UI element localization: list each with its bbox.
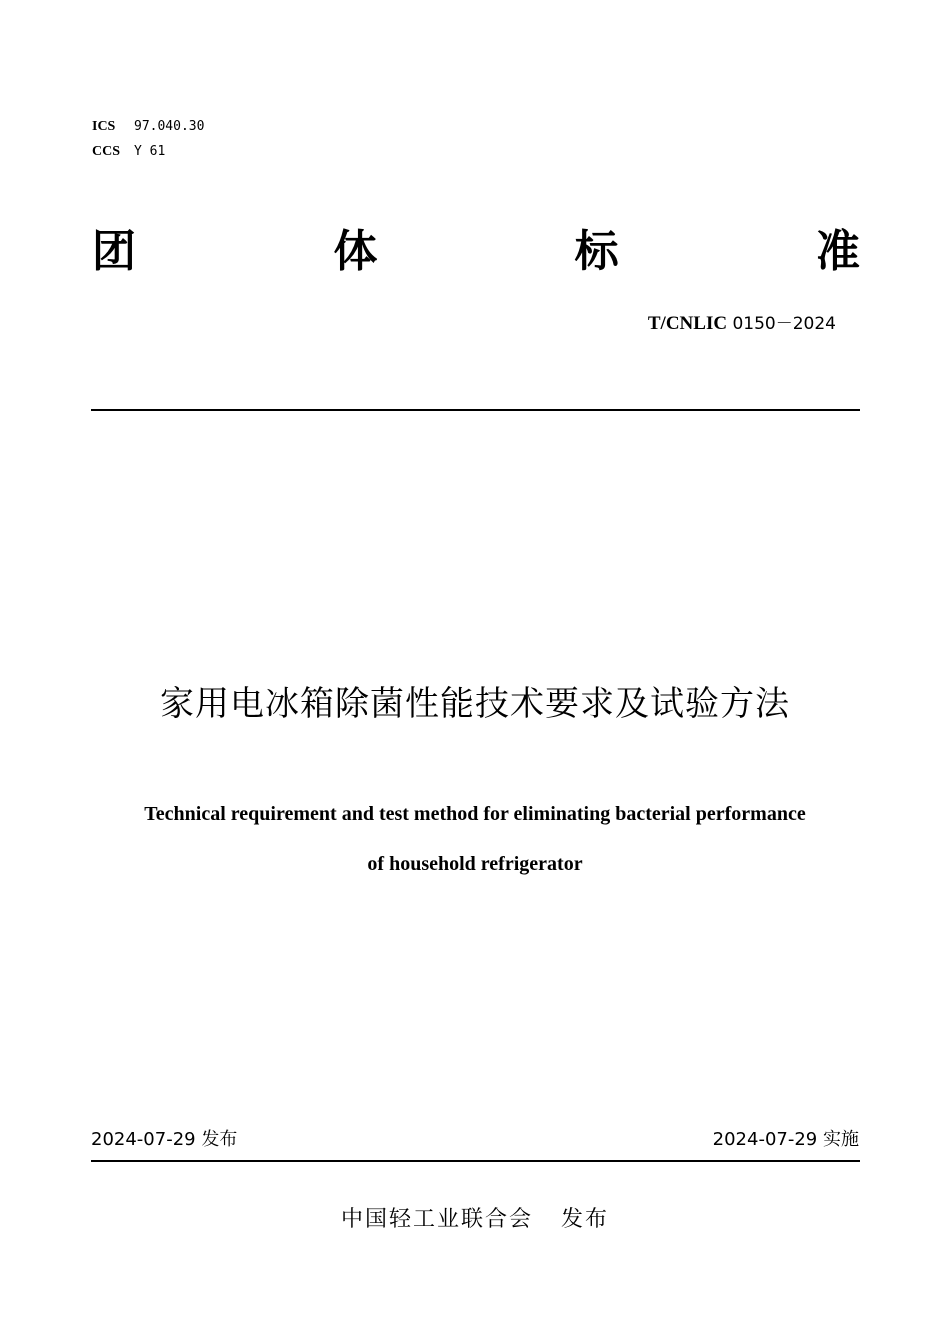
title-chinese: 家用电冰箱除菌性能技术要求及试验方法: [160, 684, 790, 724]
ccs-label: CCS: [92, 144, 121, 159]
ics-value: 97.040.30: [134, 119, 205, 134]
publisher-name: 中国轻工业联合会: [340, 1207, 533, 1232]
standard-type-char: 团: [92, 226, 136, 277]
standard-number: [648, 310, 836, 337]
bottom-divider: [91, 1160, 860, 1162]
standard-type-heading: [92, 222, 860, 282]
standard-type-char: 体: [333, 226, 378, 277]
standard-type-char: 准: [815, 226, 860, 277]
ics-label: ICS: [92, 119, 116, 134]
release-date: 2024-07-29 发布: [91, 1129, 238, 1150]
standard-number-prefix: T/CNLIC: [647, 313, 728, 334]
title-english-line1: Technical requirement and test method for eliminating bacterial performance: [144, 803, 806, 825]
ccs-value: Y 61: [134, 144, 166, 159]
ics-row: [92, 117, 204, 136]
standard-number-code: 0150－2024: [727, 314, 836, 334]
ccs-row: [92, 142, 165, 161]
standard-type-char: 标: [574, 226, 619, 277]
publisher-action: 发布: [561, 1207, 610, 1232]
top-divider: [91, 409, 860, 411]
title-english-line2: of household refrigerator: [367, 853, 583, 875]
publisher-line: [0, 1204, 950, 1236]
implement-date: 2024-07-29 实施: [712, 1129, 859, 1150]
